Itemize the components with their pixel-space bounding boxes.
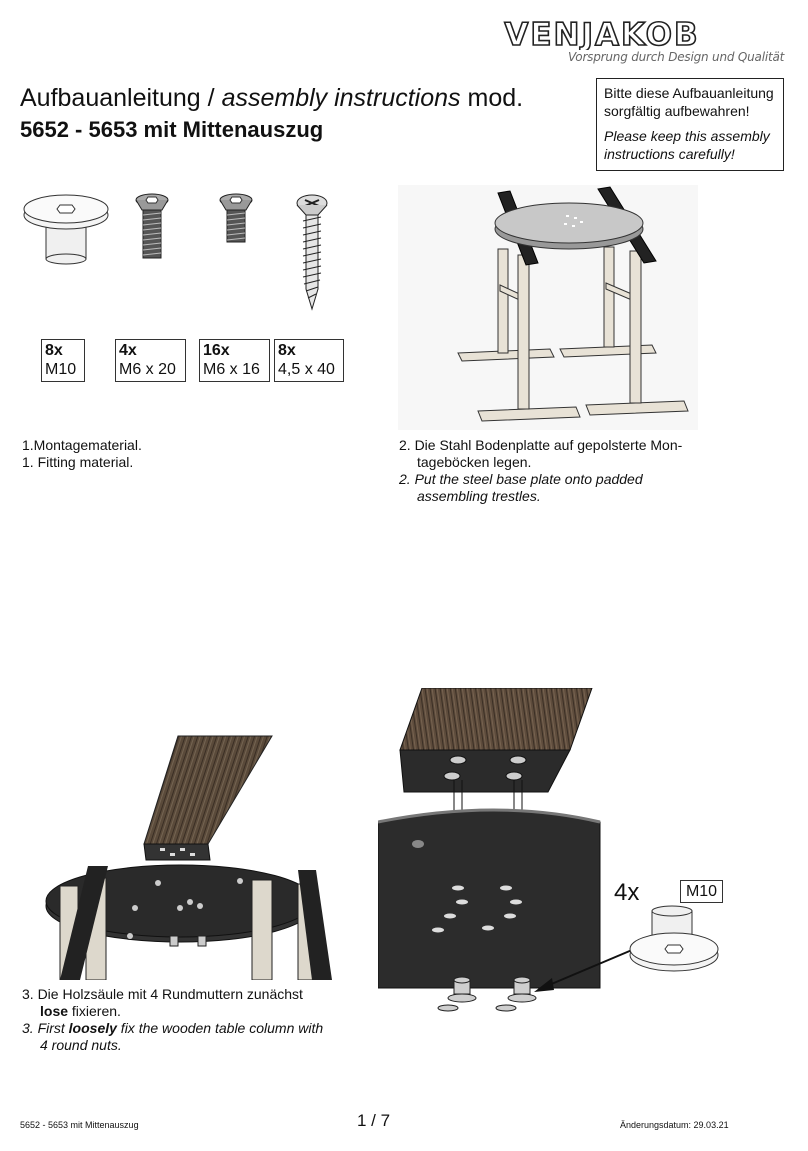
step3-column-illustration [40, 730, 350, 980]
step1-caption [22, 437, 352, 471]
part-size: M6 x 16 [203, 361, 260, 378]
brand-tagline: Vorsprung durch Design und Qualität [568, 50, 785, 64]
footer-model: 5652 - 5653 mit Mittenauszug [20, 1120, 139, 1130]
m10-round-nut-illustration [22, 185, 112, 265]
part-qty: 8x [45, 342, 63, 359]
part-size: M6 x 20 [119, 361, 176, 378]
step1-en: 1. Fitting material. [22, 454, 134, 470]
step1-de: 1.Montagematerial. [22, 437, 142, 453]
step2-trestle-illustration [398, 185, 698, 430]
step2-de-line2: tageböcken legen. [417, 454, 532, 470]
m6x16-screw-illustration [217, 192, 255, 246]
callout-size: M10 [680, 880, 723, 903]
step2-en-line1: 2. Put the steel base plate onto padded [399, 471, 643, 487]
page-title: Aufbauanleitung / assembly instructions mod. [20, 84, 524, 112]
step2-caption [399, 437, 729, 505]
keep-note-en: Please keep this assembly instructions carefully! [604, 128, 770, 162]
part-size: 4,5 x 40 [278, 361, 335, 378]
page-number: 1 / 7 [357, 1111, 391, 1130]
callout-arrow [520, 930, 640, 1000]
step3-en-line1: 3. First loosely fix the wooden table column with [22, 1020, 324, 1036]
step3-en-line2: 4 round nuts. [40, 1037, 122, 1053]
part-size: M10 [45, 361, 77, 378]
step2-de-line1: 2. Die Stahl Bodenplatte auf gepolsterte Mon- [399, 437, 683, 453]
footer-date: Änderungsdatum: 29.03.21 [620, 1120, 729, 1130]
page-subtitle: 5652 - 5653 mit Mittenauszug [20, 117, 324, 142]
keep-instructions-box [596, 78, 784, 171]
step2-en-line2: assembling trestles. [417, 488, 541, 504]
part-box-m10 [41, 339, 85, 382]
step3-caption [22, 986, 362, 1054]
part-qty: 16x [203, 342, 230, 359]
m6x20-screw-illustration [133, 192, 171, 264]
callout-qty: 4x [614, 879, 640, 906]
part-qty: 4x [119, 342, 137, 359]
brand-logo-text: VENJAKOB [504, 18, 700, 50]
part-qty: 8x [278, 342, 296, 359]
wood-screw-illustration [294, 193, 330, 313]
brand-logo [475, 18, 730, 50]
callout-round-nut-icon [628, 905, 723, 975]
part-box-m6x20 [115, 339, 186, 382]
step3-de-line2: lose fixieren. [40, 1003, 121, 1019]
keep-note-de: Bitte diese Aufbauanleitung sorgfältig aufbewahren! [604, 85, 774, 119]
step3-de-line1: 3. Die Holzsäule mit 4 Rundmuttern zunächst [22, 986, 303, 1002]
part-box-m6x16 [199, 339, 270, 382]
part-box-wood-screw [274, 339, 344, 382]
